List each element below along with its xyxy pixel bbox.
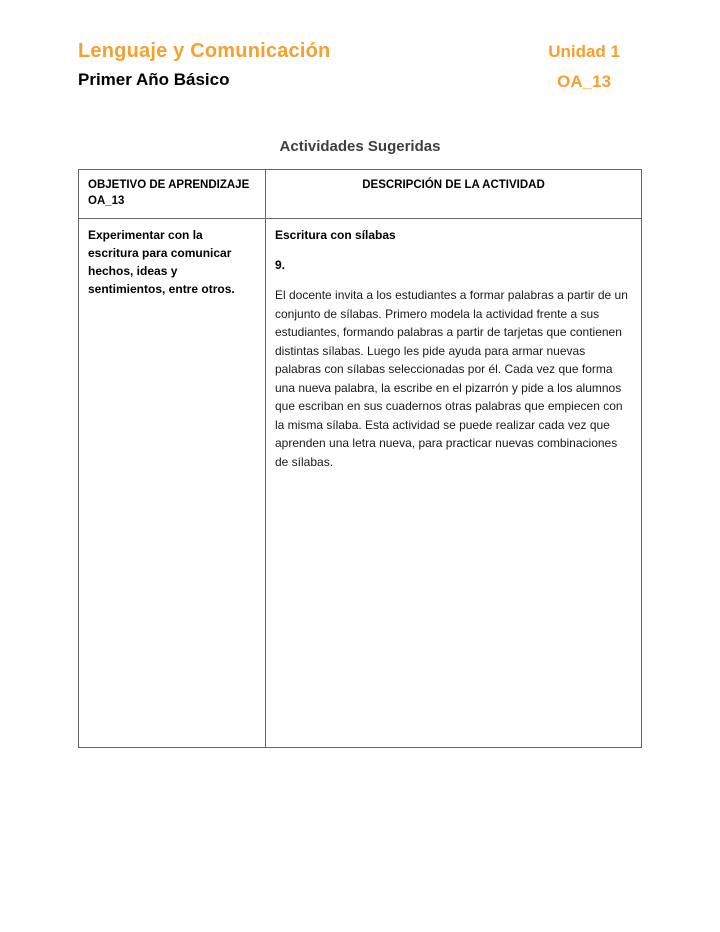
activities-table	[78, 169, 642, 748]
activity-body: El docente invita a los estudiantes a formar palabras a partir de un conjunto de sílabas. Primero modela la actividad frente a sus estudiantes, formando palabras a partir de tarjetas que contienen distintas sílabas. Luego les pide ayuda para armar nuevas palabras con sílabas seleccionadas por él. Cada vez que forma una nueva palabra, la escribe en el pizarrón y pide a los alumnos que escriban en sus cuadernos otras palabras que empiecen con la misma sílaba. Esta actividad se puede realizar cada vez que aprenden una letra nueva, para practicar nuevas combinaciones de sílabas.	[275, 288, 628, 469]
table-header-objective: OBJETIVO DE APRENDIZAJE OA_13	[79, 170, 266, 219]
header-right-block	[548, 38, 642, 94]
activity-number: 9.	[275, 258, 286, 272]
table-row	[79, 219, 642, 748]
objective-text: Experimentar con la escritura para comunicar hechos, ideas y sentimientos, entre otros.	[79, 219, 266, 748]
activity-cell	[266, 219, 642, 748]
page-subtitle: Primer Año Básico	[78, 70, 230, 89]
document-header	[78, 38, 642, 94]
table-header-description: DESCRIPCIÓN DE LA ACTIVIDAD	[266, 170, 642, 219]
activity-heading: Escritura con sílabas	[275, 228, 396, 242]
header-left-block	[78, 38, 330, 92]
table-header-row	[79, 170, 642, 219]
oa-code-label: OA_13	[557, 72, 612, 91]
page-title: Lenguaje y Comunicación	[78, 40, 331, 62]
section-title: Actividades Sugeridas	[279, 138, 441, 155]
unit-label: Unidad 1	[548, 42, 620, 61]
